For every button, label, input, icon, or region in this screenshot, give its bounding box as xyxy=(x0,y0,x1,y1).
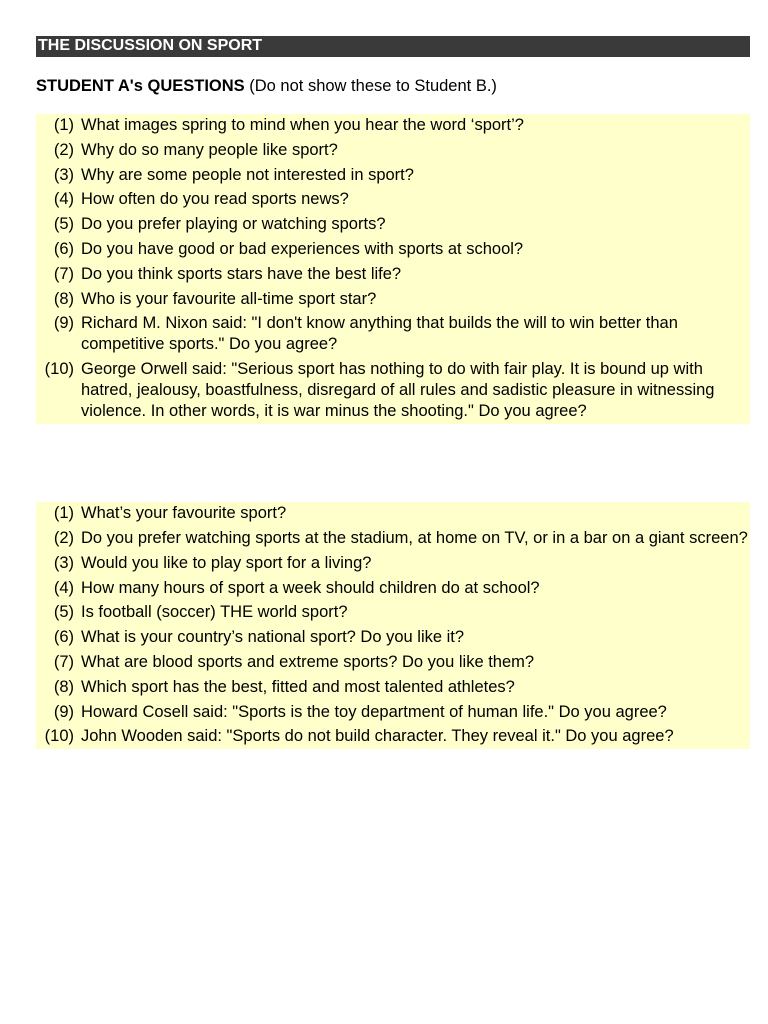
question-text: John Wooden said: "Sports do not build character. They reveal it." Do you agree? xyxy=(81,727,674,746)
question-number: (8) xyxy=(53,677,74,696)
question-text: What are blood sports and extreme sports? Do you like them? xyxy=(81,652,535,671)
list-item xyxy=(36,214,750,235)
question-number: (5) xyxy=(53,215,74,234)
section-a-heading-line xyxy=(36,76,750,96)
question-text: Would you like to play sport for a living? xyxy=(81,553,372,572)
list-item xyxy=(36,677,750,698)
question-text: Is football (soccer) THE world sport? xyxy=(81,603,348,622)
question-number: (6) xyxy=(53,239,74,258)
question-text: Do you prefer playing or watching sports? xyxy=(81,215,386,234)
list-item xyxy=(36,115,750,136)
list-item xyxy=(36,359,750,422)
question-number: (5) xyxy=(53,603,74,622)
question-number: (3) xyxy=(53,553,74,572)
list-item xyxy=(36,553,750,574)
list-item xyxy=(36,165,750,186)
list-item xyxy=(36,140,750,161)
list-item xyxy=(36,602,750,623)
question-text: Do you have good or bad experiences with sports at school? xyxy=(81,239,524,258)
list-item xyxy=(36,726,750,747)
question-text: Do you think sports stars have the best life? xyxy=(81,264,402,283)
list-item xyxy=(36,264,750,285)
question-number: (3) xyxy=(53,165,74,184)
question-number: (1) xyxy=(53,504,74,523)
list-item xyxy=(36,652,750,673)
list-item xyxy=(36,702,750,723)
question-text: Why are some people not interested in sport? xyxy=(81,165,414,184)
page-title: THE DISCUSSION ON SPORT xyxy=(36,36,750,57)
list-item xyxy=(36,313,750,355)
question-number: (1) xyxy=(53,116,74,134)
question-number: (9) xyxy=(53,314,74,333)
section-a-note: (Do not show these to Student B.) xyxy=(249,77,497,95)
list-item xyxy=(36,189,750,210)
section-b-question-list xyxy=(36,502,750,749)
question-number: (4) xyxy=(53,190,74,209)
list-item xyxy=(36,239,750,260)
question-number: (8) xyxy=(53,289,74,308)
question-text: How many hours of sport a week should children do at school? xyxy=(81,578,540,597)
question-text: Which sport has the best, fitted and most talented athletes? xyxy=(81,677,515,696)
list-item xyxy=(36,289,750,310)
question-text: Why do so many people like sport? xyxy=(81,140,338,159)
question-number: (2) xyxy=(53,140,74,159)
list-item xyxy=(36,578,750,599)
question-text: Howard Cosell said: "Sports is the toy department of human life." Do you agree? xyxy=(81,702,667,721)
question-number: (6) xyxy=(53,628,74,647)
question-text: Who is your favourite all-time sport star? xyxy=(81,289,377,308)
question-number: (10) xyxy=(44,360,74,379)
question-number: (9) xyxy=(53,702,74,721)
list-item xyxy=(36,503,750,524)
question-text: How often do you read sports news? xyxy=(81,190,349,209)
question-number: (4) xyxy=(53,578,74,597)
question-text: Do you prefer watching sports at the stadium, at home on TV, or in a bar on a giant screen? xyxy=(81,528,748,547)
question-number: (10) xyxy=(44,727,74,746)
question-number: (7) xyxy=(53,264,74,283)
question-text: George Orwell said: "Serious sport has nothing to do with fair play. It is bound up with hatred, jealousy, boastfulness, disregard of all rules and sadistic pleasure in witnessing violence. In other words, it is war minus the shooting." Do you agree? xyxy=(81,360,715,421)
question-number: (2) xyxy=(53,528,74,547)
section-a-question-list xyxy=(36,114,750,424)
section-a-heading: STUDENT A's QUESTIONS xyxy=(36,77,245,95)
question-text: Richard M. Nixon said: "I don't know anything that builds the will to win better than competitive sports." Do you agree? xyxy=(81,314,678,354)
document-page xyxy=(36,36,750,749)
question-number: (7) xyxy=(53,652,74,671)
question-text: What images spring to mind when you hear the word ‘sport’? xyxy=(81,116,524,134)
list-item xyxy=(36,528,750,549)
question-text: What is your country’s national sport? Do you like it? xyxy=(81,628,465,647)
list-item xyxy=(36,627,750,648)
question-text: What’s your favourite sport? xyxy=(81,504,287,523)
